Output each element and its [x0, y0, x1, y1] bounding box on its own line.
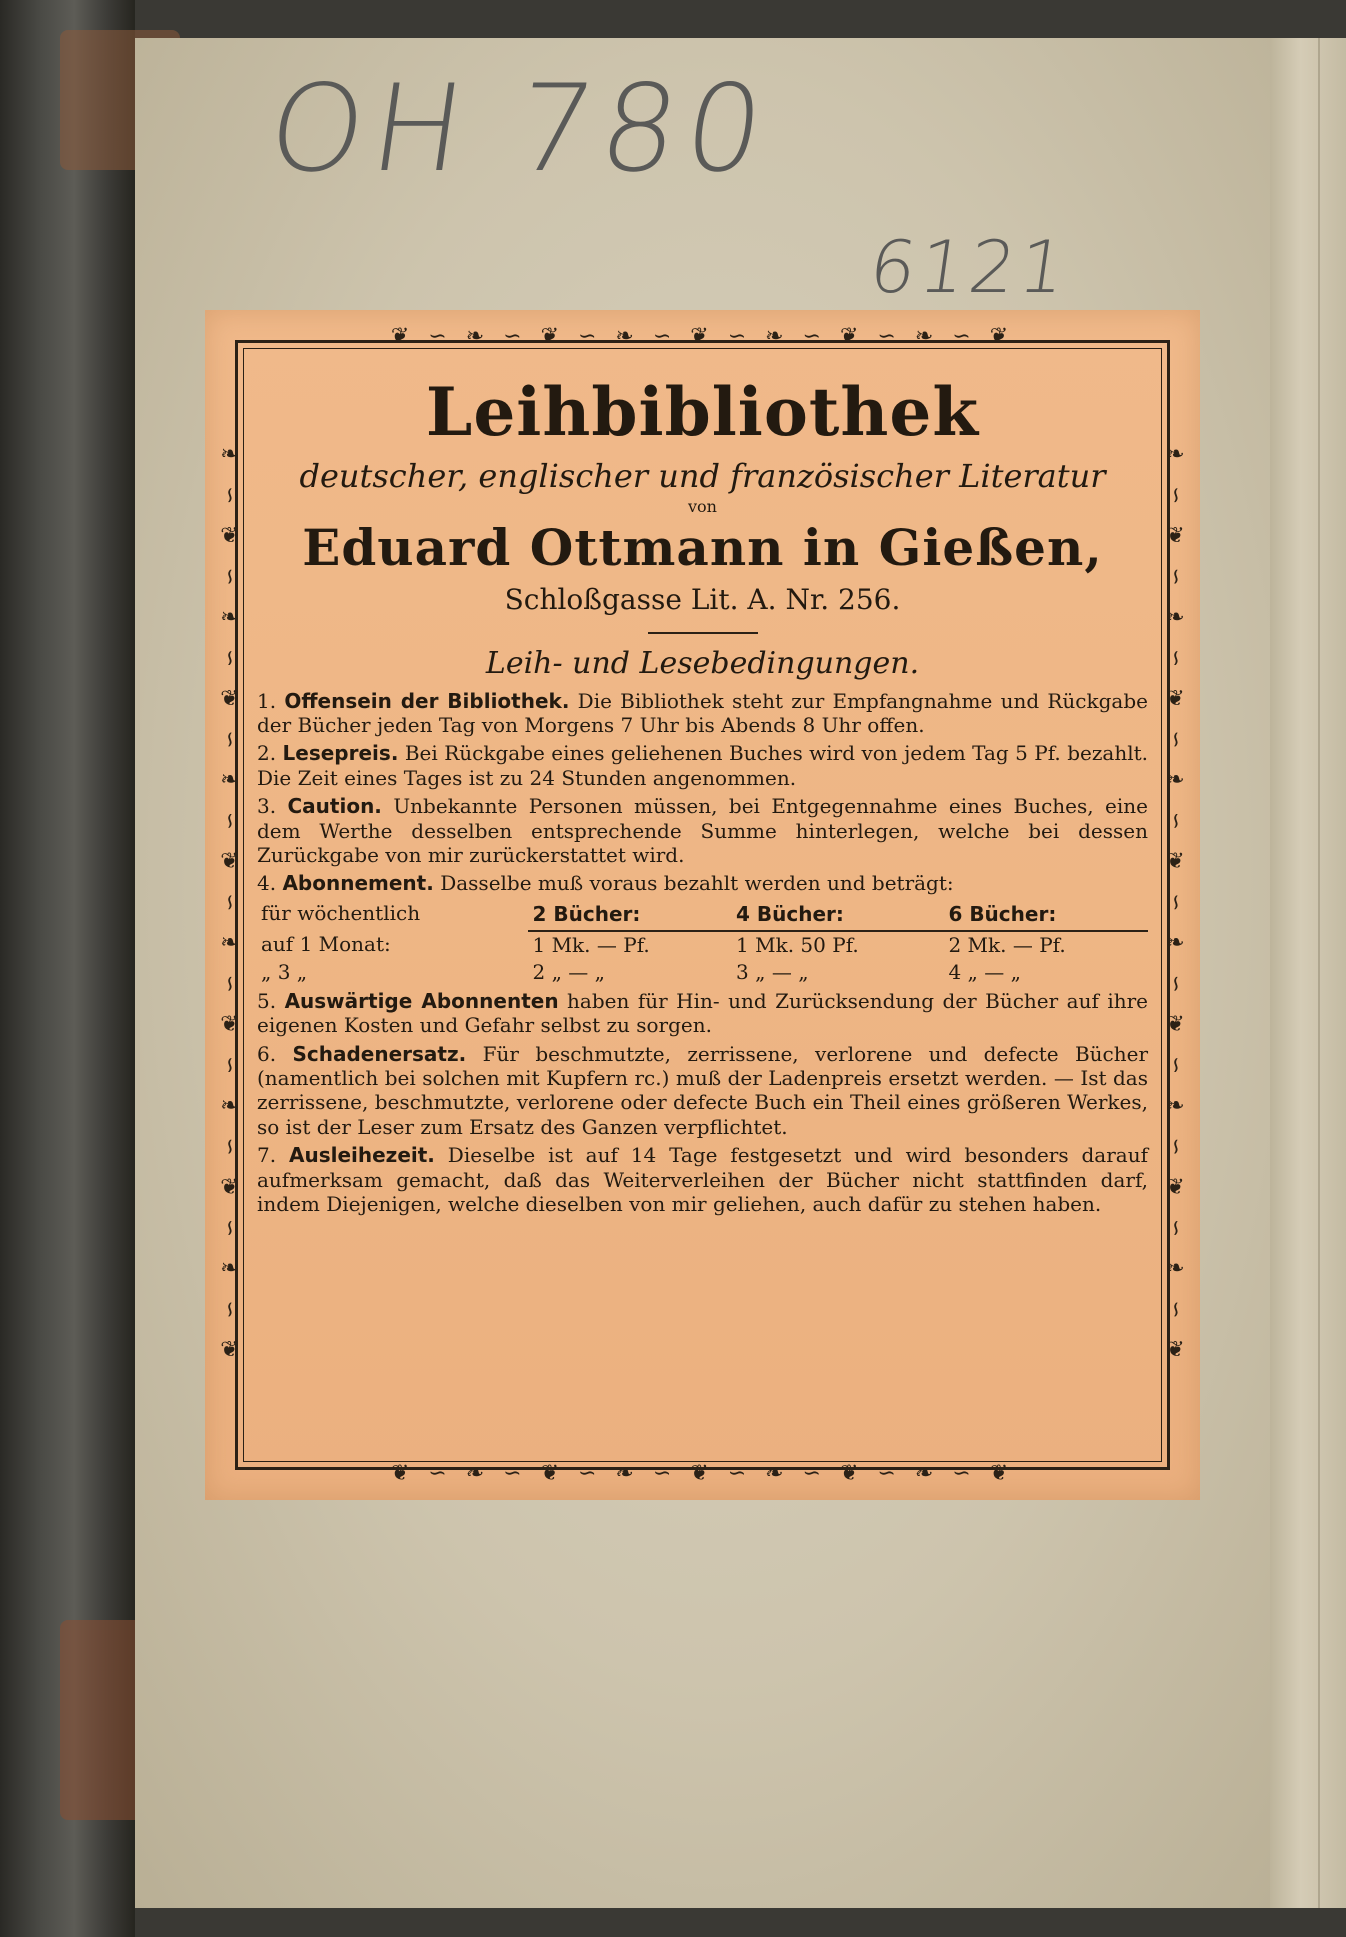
rule-item: 3. Caution. Unbekannte Personen müssen, bei Entgegennahme eines Buches, eine dem Werthe desselben entsprechende Summe hinterlegen, welche bei dessen Zurückgabe von mir zurückerstattet wird. [257, 794, 1148, 867]
table-header-row [257, 900, 1148, 931]
rule-item: 2. Lesepreis. Bei Rückgabe eines geliehenen Buches wird von jedem Tag 5 Pf. bezahlt. Die Zeit eines Tages ist zu 24 Stunden angenommen. [257, 741, 1149, 790]
ornament-border-left: ❧ ∽ ❦ ∽ ❧ ∽ ❦ ∽ ❧ ∽ ❦ ∽ ❧ ∽ ❦ ∽ ❧ ∽ ❦ ∽ ❧ ∽ ❦ [217, 441, 242, 1369]
conditions-heading: Leih- und Lesebedingungen. [485, 645, 920, 681]
label-title: Leihbibliothek [425, 373, 980, 451]
library-label [205, 310, 1200, 1500]
table-cell: 2 „ — „ [532, 959, 606, 984]
divider [648, 632, 758, 634]
table-row [257, 959, 1148, 985]
label-von: von [688, 496, 717, 516]
table-cell: 1 Mk. 50 Pf. [736, 933, 859, 958]
ornament-border-right: ❧ ∽ ❦ ∽ ❧ ∽ ❦ ∽ ❧ ∽ ❦ ∽ ❧ ∽ ❦ ∽ ❧ ∽ ❦ ∽ ❧ ∽ ❦ [1163, 441, 1188, 1369]
handwritten-number: 6121 [864, 225, 1076, 309]
table-header-cell: für wöchentlich [261, 900, 421, 925]
ornament-border-top: ❦ ∽ ❧ ∽ ❦ ∽ ❧ ∽ ❦ ∽ ❧ ∽ ❦ ∽ ❧ ∽ ❦ [390, 324, 1015, 349]
rule-item: 5. Auswärtige Abonnenten haben für Hin- und Zurücksendung der Bücher auf ihre eigenen Kosten und Gefahr selbst zu sorgen. [257, 988, 1149, 1038]
table-cell: „ 3 „ [261, 959, 308, 984]
page-edge [1270, 38, 1346, 1908]
table-cell: auf 1 Monat: [261, 932, 391, 957]
table-header-cell: 6 Bücher: [944, 900, 1148, 931]
rule-item: 7. Ausleihezeit. Dieselbe ist auf 14 Tage festgesetzt und wird besonders darauf aufmerksam gemacht, daß das Weiterverleihen der Bücher nicht stattfinden darf, indem Diejenigen, welche dieselben von mir geliehen, auch dafür zu stehen haben. [257, 1143, 1149, 1217]
table-row [257, 931, 1148, 958]
subscription-table [257, 900, 1148, 985]
rule-item: 4. Abonnement. Dasselbe muß voraus bezahlt werden und beträgt: [257, 871, 954, 896]
label-content [257, 362, 1148, 1220]
rule-item: 6. Schadenersatz. Für beschmutzte, zerrissene, verlorene und defecte Bücher (namentlich bei solchen mit Kupfern rc.) muß der Ladenpreis ersetzt werden. — Ist das zerrissene, beschmutzte, verlorene oder defecte Buch ein Theil eines größeren Werkes, so ist der Leser zum Ersatz des Ganzen verpflichtet. [257, 1041, 1149, 1139]
table-cell: 3 „ — „ [736, 959, 809, 984]
table-header-cell: 2 Bücher: [528, 900, 732, 931]
label-subtitle: deutscher, englischer und französischer Literatur [299, 456, 1106, 495]
table-cell: 2 Mk. — Pf. [948, 933, 1066, 958]
table-cell: 4 „ — „ [948, 959, 1021, 984]
ornament-border-bottom: ❦ ∽ ❧ ∽ ❦ ∽ ❧ ∽ ❦ ∽ ❧ ∽ ❦ ∽ ❧ ∽ ❦ [390, 1461, 1015, 1486]
label-owner: Eduard Ottmann in Gießen, [302, 517, 1103, 577]
rule-item: 1. Offensein der Bibliothek. Die Bibliothek steht zur Empfangnahme und Rückgabe der Bücher jeden Tag von Morgens 7 Uhr bis Abends 8 Uhr offen. [257, 688, 1148, 737]
table-header-cell: 4 Bücher: [732, 900, 944, 931]
handwritten-shelfmark: OH 780 [260, 60, 780, 199]
label-address: Schloßgasse Lit. A. Nr. 256. [504, 582, 901, 616]
table-cell: 1 Mk. — Pf. [532, 933, 650, 958]
conditions-list [257, 689, 1148, 1217]
